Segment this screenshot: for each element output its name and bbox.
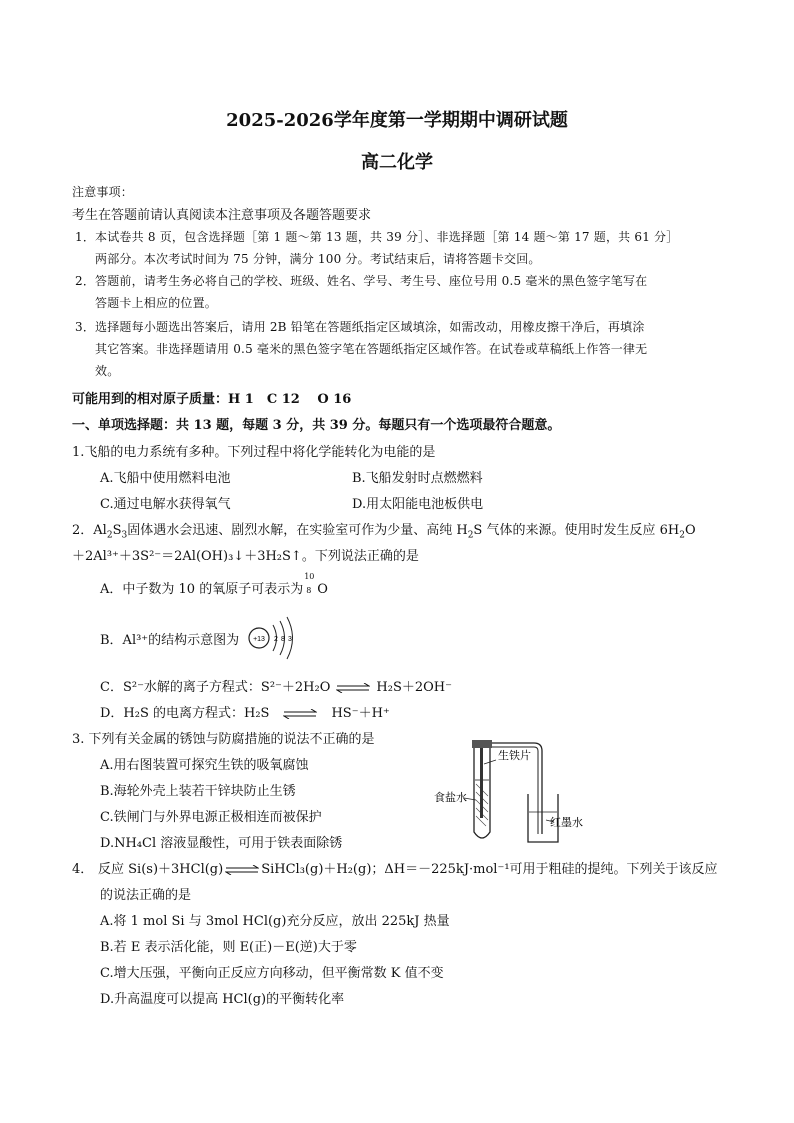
question-4-stem-line-1: 4． 反应 Si(s)＋3HCl(g) SiHCl₃(g)＋H₂(g)；ΔH＝－225kJ·mol⁻¹可用于粗硅的提纯。下列关于该反应 [72,862,718,877]
question-2-option-c: C．S²⁻水解的离子方程式：S²⁻＋2H₂O H₂S＋2OH⁻ [100,680,452,695]
question-2-option-d: D．H₂S 的电离方程式：H₂S HS⁻＋H⁺ [100,706,390,721]
question-2-stem-line-1: 2．$Al_2S_3$固体遇水会迅速、剧烈水解，在实验室可作为少量、高纯 $H_2S$ 气体的来源。使用时发生反应 $6H_2O$ [72,523,696,541]
figure-label-salt-water: 食盐水 [434,791,467,804]
question-3-stem: 3. 下列有关金属的锈蚀与防腐措施的说法不正确的是 [72,732,375,747]
question-2-stem-line-2: ＋2Al³⁺＋3S²⁻＝2Al(OH)₃↓＋3H₂S↑。下列说法正确的是 [72,549,419,564]
question-3-option-a: A.用右图装置可探究生铁的吸氧腐蚀 [100,758,309,773]
notice-item-3-line-3: 效。 [95,364,120,378]
svg-text:3: 3 [288,636,292,643]
notice-item-1-line-2: 两部分。本次考试时间为 75 分钟，满分 100 分。考试结束后，请将答题卡交回。 [95,252,541,266]
question-1-option-b: B.飞船发射时点燃燃料 [352,471,483,486]
notice-item-3-line-1: 3．选择题每小题选出答案后，请用 2B 铅笔在答题纸指定区域填涂，如需改动，用橡皮擦干净后，再填涂 [75,320,645,334]
question-2-option-a: A．中子数为 10 的氧原子可表示为 10 8 O [100,572,328,597]
question-4-option-b: B.若 E 表示活化能，则 E(正)－E(逆)大于零 [100,940,357,955]
question-3-option-b: B.海轮外壳上装若干锌块防止生锈 [100,784,296,799]
question-1-stem: 1.飞船的电力系统有多种。下列过程中将化学能转化为电能的是 [72,445,436,460]
question-4-option-c: C.增大压强，平衡向正反应方向移动，但平衡常数 K 值不变 [100,966,444,981]
notice-item-3-line-2: 其它答案。非选择题请用 0.5 毫米的黑色签字笔在答题纸指定区域作答。在试卷或草稿纸上作答一律无 [95,342,648,356]
question-1-option-d: D.用太阳能电池板供电 [352,497,484,512]
reversible-arrow-icon [283,709,317,719]
al-ion-structure-diagram [247,613,297,663]
nuclide-notation: 10 8 [304,572,315,595]
notice-item-1-line-1: 1．本试卷共 8 页，包含选择题［第 1 题～第 13 题，共 39 分］、非选择题［第 14 题～第 17 题，共 61 分］ [75,230,679,244]
figure-label-red-ink: 红墨水 [550,816,583,829]
corrosion-apparatus-figure [434,734,594,852]
section-heading: 一、单项选择题：共 13 题，每题 3 分，共 39 分。每题只有一个选项最符合题意。 [72,418,561,433]
svg-text:2: 2 [274,636,278,643]
question-3-option-d: D.NH₄Cl 溶液显酸性，可用于铁表面除锈 [100,836,343,851]
question-1-option-a: A.飞船中使用燃料电池 [100,471,231,486]
exam-subject: 高二化学 [361,152,433,173]
question-1-option-c: C.通过电解水获得氧气 [100,497,231,512]
question-4-stem-line-2: 的说法正确的是 [100,888,192,903]
exam-title: 2025-2026学年度第一学期期中调研试题 [226,110,568,131]
notice-item-2-line-1: 2．答题前，请考生务必将自己的学校、班级、姓名、学号、考生号、座位号用 0.5 毫米的黑色签字笔写在 [75,274,648,288]
question-3-option-c: C.铁闸门与外界电源正极相连而被保护 [100,810,322,825]
svg-text:8: 8 [281,636,285,643]
atomic-mass-line: 可能用到的相对原子质量：H 1 C 12 O 16 [72,392,352,407]
question-4-option-a: A.将 1 mol Si 与 3mol HCl(g)充分反应，放出 225kJ 热量 [100,914,450,929]
nucleus-label: +13 [253,636,265,643]
notice-intro: 考生在答题前请认真阅读本注意事项及各题答题要求 [72,208,372,223]
figure-label-iron: 生铁片 [498,749,531,762]
question-4-option-d: D.升高温度可以提高 HCl(g)的平衡转化率 [100,992,345,1007]
notice-item-2-line-2: 答题卡上相应的位置。 [95,296,218,310]
notice-heading: 注意事项： [72,185,134,199]
question-2-option-b: B．Al³⁺的结构示意图为 [100,633,240,648]
reversible-arrow-icon [336,683,370,693]
reversible-arrow-icon [225,865,259,875]
